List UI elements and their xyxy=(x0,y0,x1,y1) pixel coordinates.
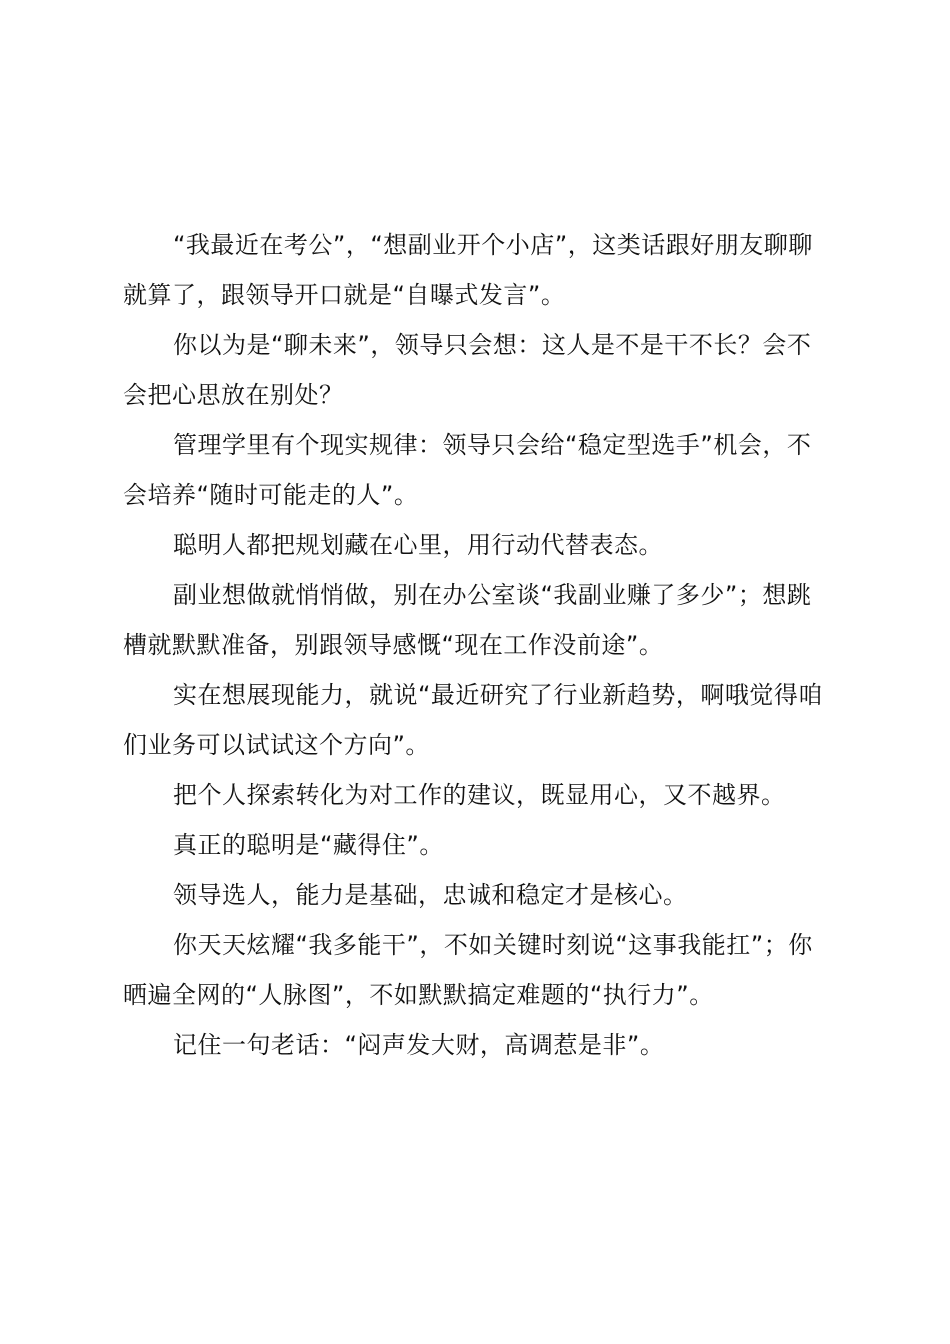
paragraph-6: 实在想展现能力，就说“最近研究了行业新趋势，啊哦觉得咱们业务可以试试这个方向”。 xyxy=(123,681,823,759)
paragraph-2: 你以为是“聊未来”，领导只会想：这人是不是干不长？会不会把心思放在别处？ xyxy=(123,331,812,409)
paragraph-4: 聪明人都把规划藏在心里，用行动代替表态。 xyxy=(173,531,663,559)
paragraph-3: 管理学里有个现实规律：领导只会给“稳定型选手”机会，不会培养“随时可能走的人”。 xyxy=(123,431,812,509)
paragraph-1: “我最近在考公”，“想副业开个小店”，这类话跟好朋友聊聊就算了，跟领导开口就是“自曝式发言”。 xyxy=(123,231,813,309)
paragraph-9: 领导选人，能力是基础，忠诚和稳定才是核心。 xyxy=(173,881,688,909)
paragraph-8: 真正的聪明是“藏得住”。 xyxy=(173,831,444,859)
paragraph-7: 把个人探索转化为对工作的建议，既显用心，又不越界。 xyxy=(173,781,786,809)
paragraph-5: 副业想做就悄悄做，别在办公室谈“我副业赚了多少”；想跳槽就默默准备，别跟领导感慨“现在工作没前途”。 xyxy=(123,581,812,659)
paragraph-10: 你天天炫耀“我多能干”，不如关键时刻说“这事我能扛”；你晒遍全网的“人脉图”，不如默默搞定难题的“执行力”。 xyxy=(123,931,813,1009)
paragraph-11: 记住一句老话：“闷声发大财，高调惹是非”。 xyxy=(173,1031,665,1059)
document-body xyxy=(123,220,829,1070)
